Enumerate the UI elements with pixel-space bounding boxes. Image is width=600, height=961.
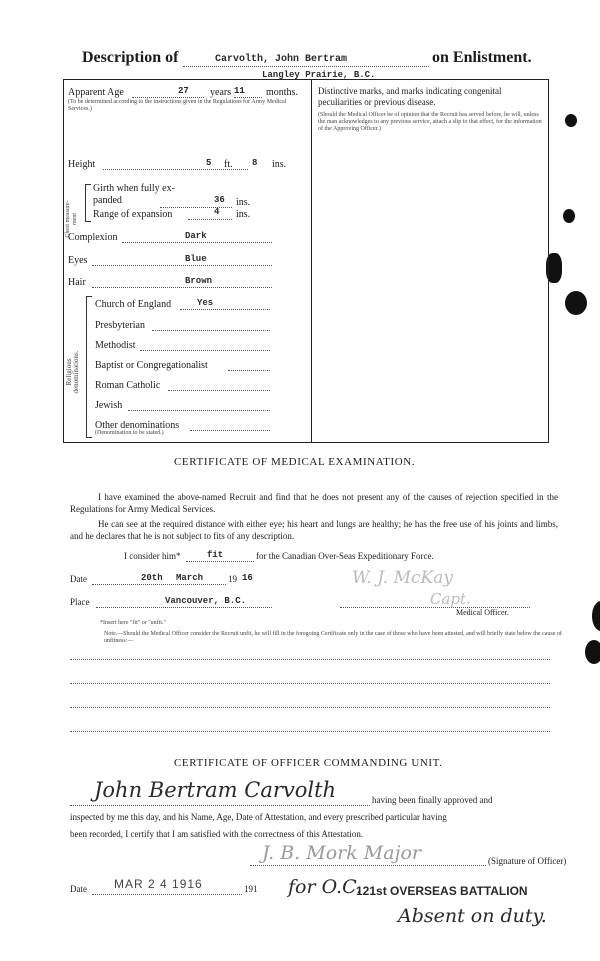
years-label: years [210, 87, 232, 98]
medical-para-2: He can see at the required distance with either eye; his heart and lungs are healthy; he has the free use of his joints and limbs, and he declares that he is not subject to fits of any description. [70, 519, 558, 541]
hair-value: Brown [185, 276, 213, 286]
officer-line-3: been recorded, I certify that I am satisfied with the correctness of this Attestation. [70, 829, 364, 839]
medical-year-suffix: 16 [242, 573, 253, 583]
religion-roman-catholic: Roman Catholic [95, 380, 161, 391]
girth-label: Girth when fully ex-panded [93, 183, 175, 206]
eyes-label: Eyes [68, 255, 88, 266]
religion-presbyterian: Presbyterian [95, 320, 145, 331]
fitness-value: fit [207, 550, 224, 560]
months-label: months. [266, 87, 298, 98]
ft-label: ft. [224, 159, 233, 170]
officer-certificate-heading: CERTIFICATE OF OFFICER COMMANDING UNIT. [174, 757, 443, 769]
officer-line-1-tail: having been finally approved and [372, 795, 493, 805]
form-title-suffix: on Enlistment. [432, 49, 532, 66]
medical-officer-label: Medical Officer. [456, 608, 509, 617]
commanding-officer-signature: J. B. Mork Major [262, 842, 421, 864]
absent-on-duty-note: Absent on duty. [398, 905, 547, 927]
distinctive-marks-heading: Distinctive marks, and marks indicating congenital peculiarities or previous disease. [318, 86, 502, 107]
chest-side-label: Chest measure-ment [65, 200, 78, 238]
height-in: 8 [252, 158, 258, 168]
medical-date-day: 20th [141, 573, 163, 583]
medical-officer-signature: W. J. McKay [352, 568, 453, 588]
fit-insert-note: *Insert here "fit" or "unfit." [100, 620, 166, 626]
ins-label: ins. [272, 159, 287, 170]
remarks-line [70, 731, 550, 732]
recruit-signature: John Bertram Carvolth [94, 778, 337, 802]
age-note: (To be determined according to the instructions given in the Regulations for Army Medical Services.) [68, 99, 287, 112]
medical-place-value: Vancouver, B.C. [165, 596, 247, 606]
officer-year-prefix: 191 [244, 884, 258, 894]
religion-brace [86, 296, 92, 438]
apparent-age-label: Apparent Age [68, 87, 124, 98]
officer-date-label: Date [70, 884, 87, 894]
hair-label: Hair [68, 277, 86, 288]
punch-hole [563, 209, 575, 223]
distinctive-marks-note: (Should the Medical Officer be of opinion that the Recruit has served before, he will, unless the man acknowledges to any previous service, attach a slip to that effect, for the information of the Approving Officer.) [318, 112, 542, 132]
medical-officer-rank: Capt. [430, 590, 471, 608]
medical-date-month: March [176, 573, 204, 583]
officer-signature-label: (Signature of Officer) [488, 856, 567, 866]
height-ft: 5 [206, 158, 212, 168]
form-title: Description of [82, 49, 179, 66]
remarks-line [70, 707, 550, 708]
punch-hole [585, 640, 600, 664]
medical-certificate-heading: CERTIFICATE OF MEDICAL EXAMINATION. [174, 456, 416, 468]
remarks-line [70, 659, 550, 660]
medical-date-label: Date [70, 574, 87, 584]
complexion-label: Complexion [68, 232, 118, 243]
religion-side-label: Religious denominations. [65, 350, 80, 394]
remarks-line [70, 683, 550, 684]
religion-other: Other denominations [95, 420, 180, 431]
age-years: 27 [178, 86, 189, 96]
other-denomination-note: (Denomination to be stated.) [95, 430, 164, 436]
medical-year-prefix: 19 [228, 574, 237, 584]
consider-post: for the Canadian Over-Seas Expeditionary Force. [256, 551, 434, 561]
range-value: 4 [214, 207, 220, 217]
religion-church-of-england: Church of England [95, 299, 172, 310]
officer-date-stamp: MAR 2 4 1916 [114, 877, 203, 891]
height-label: Height [68, 159, 96, 170]
range-ins-label: ins. [236, 209, 251, 220]
punch-hole [565, 291, 587, 315]
religion-jewish: Jewish [95, 400, 123, 411]
medical-para-1: I have examined the above-named Recruit and find that he does not present any of the causes of rejection specified in the Regulations for Army Medical Services. [70, 492, 558, 514]
girth-value: 36 [214, 195, 225, 205]
recruit-name: Carvolth, John Bertram [215, 54, 348, 65]
punch-hole [592, 601, 600, 631]
box-divider [311, 79, 312, 442]
chest-brace [85, 184, 91, 222]
medical-place-label: Place [70, 597, 90, 607]
religion-baptist: Baptist or Congregationalist [95, 360, 208, 371]
battalion-stamp: 121st OVERSEAS BATTALION [356, 884, 528, 898]
range-label: Range of expansion [93, 209, 173, 220]
religion-church-of-england-value: Yes [197, 298, 214, 308]
age-months: 11 [234, 86, 245, 96]
unfit-note: Note.—Should the Medical Officer consider the Recruit unfit, he will fill in the foregoing Certificate only in the case of those who have been attested, and will briefly state below the cause of unfitness:— [104, 631, 562, 644]
eyes-value: Blue [185, 254, 207, 264]
for-oc-signature: for O.C. [288, 876, 362, 898]
consider-pre: I consider him* [124, 551, 181, 561]
complexion-value: Dark [185, 231, 207, 241]
girth-ins-label: ins. [236, 197, 251, 208]
religion-methodist: Methodist [95, 340, 136, 351]
officer-line-2: inspected by me this day, and his Name, Age, Date of Attestation, and every prescribed particular having [70, 812, 447, 822]
punch-hole [565, 114, 577, 127]
enlistment-place: Langley Prairie, B.C. [262, 70, 376, 80]
